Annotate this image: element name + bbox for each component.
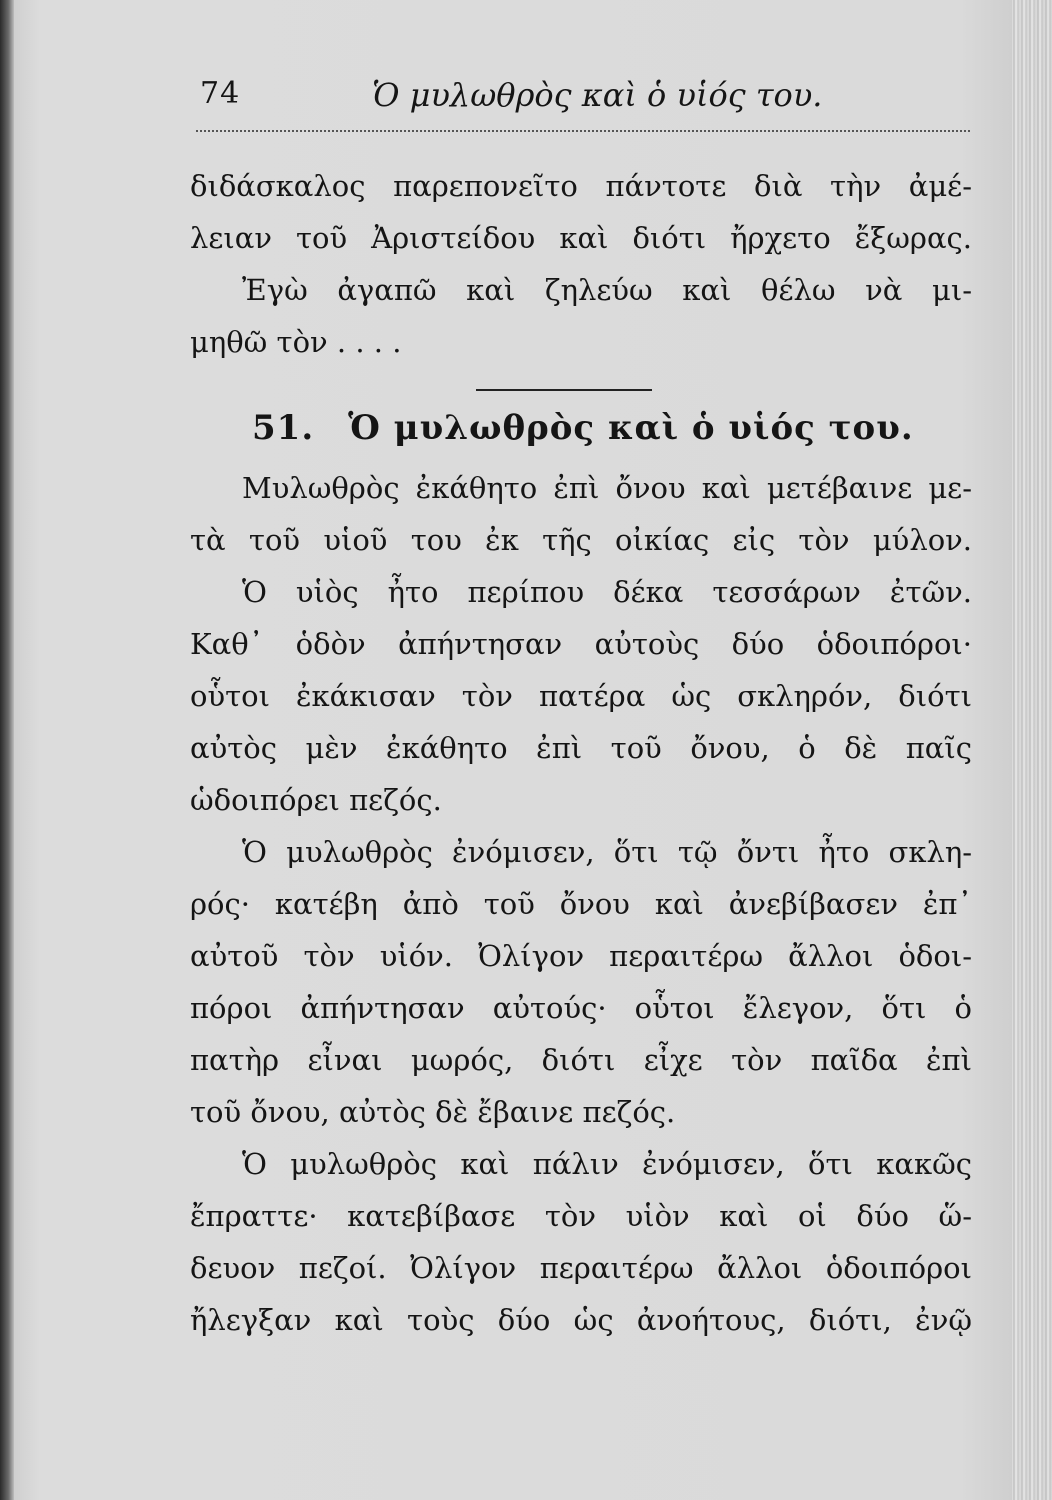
- text-line: αὐτὸς μὲν ἐκάθητο ἐπὶ τοῦ ὄνου, ὁ δὲ παῖς: [190, 731, 972, 765]
- section-number: 51.: [252, 408, 315, 448]
- text-line: αὐτοῦ τὸν υἱόν. Ὀλίγον περαιτέρω ἄλλοι ὁδοι-: [190, 939, 972, 973]
- text-line: Ὁ υἱὸς ἦτο περίπου δέκα τεσσάρων ἐτῶν.: [242, 575, 972, 609]
- page-edges: [1012, 0, 1052, 1500]
- text-line: πόροι ἀπήντησαν αὐτούς· οὗτοι ἔλεγον, ὅτι ὁ: [190, 991, 972, 1025]
- text-line: ρός· κατέβη ἀπὸ τοῦ ὄνου καὶ ἀνεβίβασεν ἐπ᾽: [190, 887, 972, 921]
- text-line: οὗτοι ἐκάκισαν τὸν πατέρα ὡς σκληρόν, διότι: [190, 679, 972, 713]
- section-title: Ὁ μυλωθρὸς καὶ ὁ υἱός του.: [348, 408, 914, 448]
- text-line: ὡδοιπόρει πεζός.: [190, 783, 442, 817]
- text-line: Ἐγὼ ἀγαπῶ καὶ ζηλεύω καὶ θέλω νὰ μι-: [242, 273, 972, 307]
- running-head: Ὁ μυλωθρὸς καὶ ὁ υἱός του.: [372, 76, 823, 114]
- page-header: [196, 76, 970, 120]
- section-body: [190, 462, 972, 1346]
- page-number: 74: [200, 76, 241, 111]
- text-line: τοῦ ὄνου, αὐτὸς δὲ ἔβαινε πεζός.: [190, 1095, 676, 1129]
- section-divider: [476, 389, 652, 391]
- text-line: Καθ᾽ ὁδὸν ἀπήντησαν αὐτοὺς δύο ὁδοιπόροι·: [190, 627, 972, 661]
- text-line: Μυλωθρὸς ἐκάθητο ἐπὶ ὄνου καὶ μετέβαινε με-: [242, 471, 972, 505]
- section-heading: [252, 408, 912, 448]
- text-line: λειαν τοῦ Ἀριστείδου καὶ διότι ἤρχετο ἔξωρας.: [190, 221, 972, 255]
- text-line: μηθῶ τὸν . . . .: [190, 325, 402, 359]
- text-line: ἤλεγξαν καὶ τοὺς δύο ὡς ἀνοήτους, διότι, ἐνῷ: [190, 1303, 972, 1337]
- text-line: πατὴρ εἶναι μωρός, διότι εἶχε τὸν παῖδα ἐπὶ: [190, 1043, 972, 1077]
- text-line: δευον πεζοί. Ὀλίγον περαιτέρω ἄλλοι ὁδοιπόροι: [190, 1251, 972, 1285]
- text-line: ἔπραττε· κατεβίβασε τὸν υἱὸν καὶ οἱ δύο ὥ-: [190, 1199, 972, 1233]
- text-line: διδάσκαλος παρεπονεῖτο πάντοτε διὰ τὴν ἀμέ-: [190, 169, 972, 203]
- text-line: τὰ τοῦ υἱοῦ του ἐκ τῆς οἰκίας εἰς τὸν μύλον.: [190, 523, 972, 557]
- text-line: Ὁ μυλωθρὸς καὶ πάλιν ἐνόμισεν, ὅτι κακῶς: [242, 1147, 972, 1181]
- previous-text: [190, 160, 972, 368]
- text-line: Ὁ μυλωθρὸς ἐνόμισεν, ὅτι τῷ ὄντι ἦτο σκλη-: [242, 835, 972, 869]
- header-rule: [196, 130, 970, 132]
- book-binding-shadow: [0, 0, 14, 1500]
